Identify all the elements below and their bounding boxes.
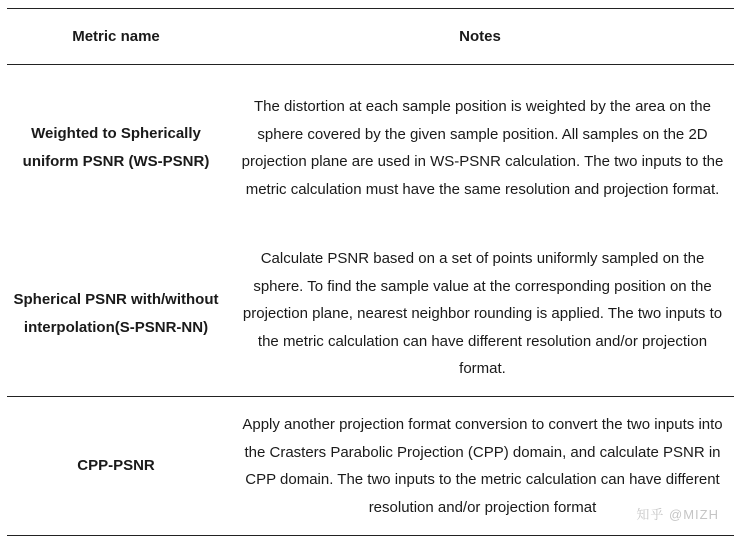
table-row: [8, 410, 733, 522]
header-rule: [7, 64, 734, 65]
table-top-rule: [7, 8, 734, 9]
metric-notes: Apply another projection format conversion to convert the two inputs into the Crasters Parabolic Projection (CPP) domain, and calculate PSNR in CPP domain. The two inputs to the metric calculation can have different resolution and/or projection format: [242, 416, 723, 516]
row-divider-rule: [7, 396, 734, 397]
column-header-metric-name: Metric name: [72, 27, 160, 45]
table-bottom-rule: [7, 535, 734, 536]
metric-name: Spherical PSNR with/without interpolation(S-PSNR-NN): [13, 291, 219, 336]
table-row: [8, 244, 733, 384]
column-header-notes: Notes: [459, 27, 501, 45]
metric-name-cell: [8, 410, 224, 522]
metric-notes: Calculate PSNR based on a set of points uniformly sampled on the sphere. To find the sample value at the corresponding position on the projection plane, nearest neighbor rounding is applied. The two inputs to the metric calculation can have different resolution and/or projection format.: [242, 250, 723, 378]
metric-name: Weighted to Spherically uniform PSNR (WS-PSNR): [22, 125, 210, 170]
notes-cell: [234, 244, 731, 384]
metric-name-cell: [8, 244, 224, 384]
watermark: 知乎 @MIZH: [636, 507, 719, 522]
metric-name-cell: [8, 78, 224, 218]
table-row: [8, 78, 733, 218]
notes-cell: [234, 78, 731, 218]
metric-name: CPP-PSNR: [77, 457, 155, 474]
metric-notes: The distortion at each sample position is weighted by the area on the sphere covered by the given sample position. All samples on the 2D projection plane are used in WS-PSNR calculation. The two inputs to the metric calculation must have the same resolution and projection format.: [241, 98, 724, 198]
